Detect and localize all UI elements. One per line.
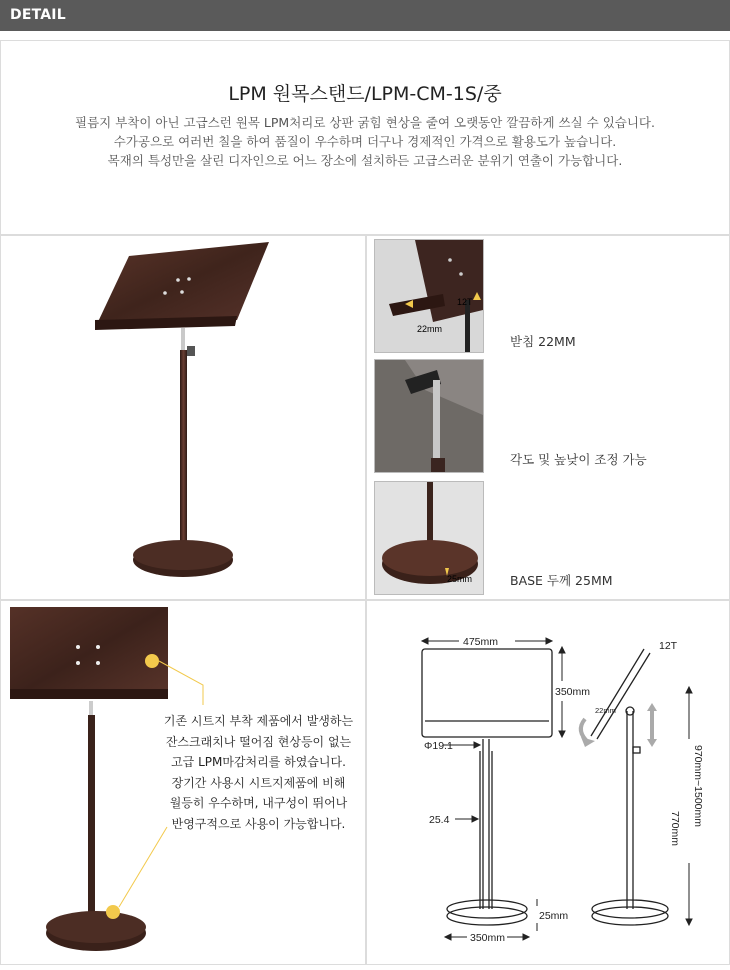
intro-panel bbox=[0, 40, 730, 235]
desk-top-front bbox=[10, 607, 168, 699]
label-25mm: 25mm bbox=[447, 574, 473, 584]
product-title: LPM 원목스탠드/LPM-CM-1S/중 bbox=[228, 83, 502, 105]
description-line: 목재의 특성만을 살린 디자인으로 어느 장소에 설치하든 고급스러운 분위기 연출이 가능합니다. bbox=[107, 153, 623, 168]
description-line: 필름지 부착이 아닌 고급스런 원목 LPM처리로 상판 굵힘 현상을 줄여 오랫동안 깔끔하게 쓰실 수 있습니다. bbox=[75, 115, 655, 130]
finish-panel bbox=[0, 600, 366, 965]
note-line: 기존 시트지 부착 제품에서 발생하는 bbox=[163, 714, 354, 728]
product-description bbox=[1, 113, 729, 170]
front-desk-outline bbox=[422, 649, 552, 737]
label-12t: 12T bbox=[457, 297, 473, 307]
chrome-pole bbox=[181, 328, 185, 350]
detail-thumb-adjust bbox=[374, 359, 484, 473]
desk-top bbox=[97, 242, 269, 324]
dim-min-height: 770mm bbox=[669, 811, 681, 847]
dim-pole-top: Φ19.1 bbox=[424, 740, 453, 752]
note-line: 월등히 우수하며, 내구성이 뛰어나 bbox=[169, 796, 348, 810]
dim-total-height: 970mm~1500mm bbox=[692, 745, 704, 827]
product-photo-panel bbox=[0, 235, 366, 600]
note-line: 고급 LPM마감처리를 하였습니다. bbox=[171, 755, 346, 769]
detail-caption-support: 받침 22MM bbox=[510, 334, 576, 349]
label-22mm: 22mm bbox=[417, 324, 443, 334]
detail-header-title: DETAIL bbox=[10, 7, 66, 23]
dim-base-width: 350mm bbox=[470, 932, 506, 944]
dim-width: 475mm bbox=[463, 636, 499, 648]
dim-base-thickness: 25mm bbox=[539, 910, 569, 922]
dim-thickness: 12T bbox=[659, 640, 678, 652]
note-line: 장기간 사용시 시트지제품에 비해 bbox=[171, 775, 346, 790]
detail-caption-base: BASE 두께 25MM bbox=[510, 573, 613, 588]
finish-note bbox=[141, 711, 376, 834]
note-line: 반영구적으로 사용이 가능합니다. bbox=[171, 816, 346, 831]
highlight-dot bbox=[106, 905, 120, 919]
detail-header bbox=[0, 0, 730, 31]
detail-thumb-support bbox=[374, 239, 484, 353]
dimension-diagram bbox=[367, 601, 729, 964]
detail-thumb-base bbox=[374, 481, 484, 595]
note-line: 잔스크래치나 떨어짐 현상등이 없는 bbox=[165, 734, 352, 749]
dim-height: 350mm bbox=[555, 686, 591, 698]
highlight-dot bbox=[145, 654, 159, 668]
dim-pole-bottom: 25.4 bbox=[429, 814, 450, 826]
product-photo bbox=[1, 236, 365, 599]
dim-support: 22mm bbox=[595, 706, 616, 715]
description-line: 수가공으로 여러번 칠을 하여 품질이 우수하며 더구나 경제적인 가격으로 활용도가 높습니다. bbox=[113, 134, 617, 149]
detail-caption-adjust: 각도 및 높낮이 조정 가능 bbox=[510, 452, 647, 467]
details-panel bbox=[366, 235, 730, 600]
dimension-panel bbox=[366, 600, 730, 965]
wood-pole bbox=[180, 350, 187, 550]
